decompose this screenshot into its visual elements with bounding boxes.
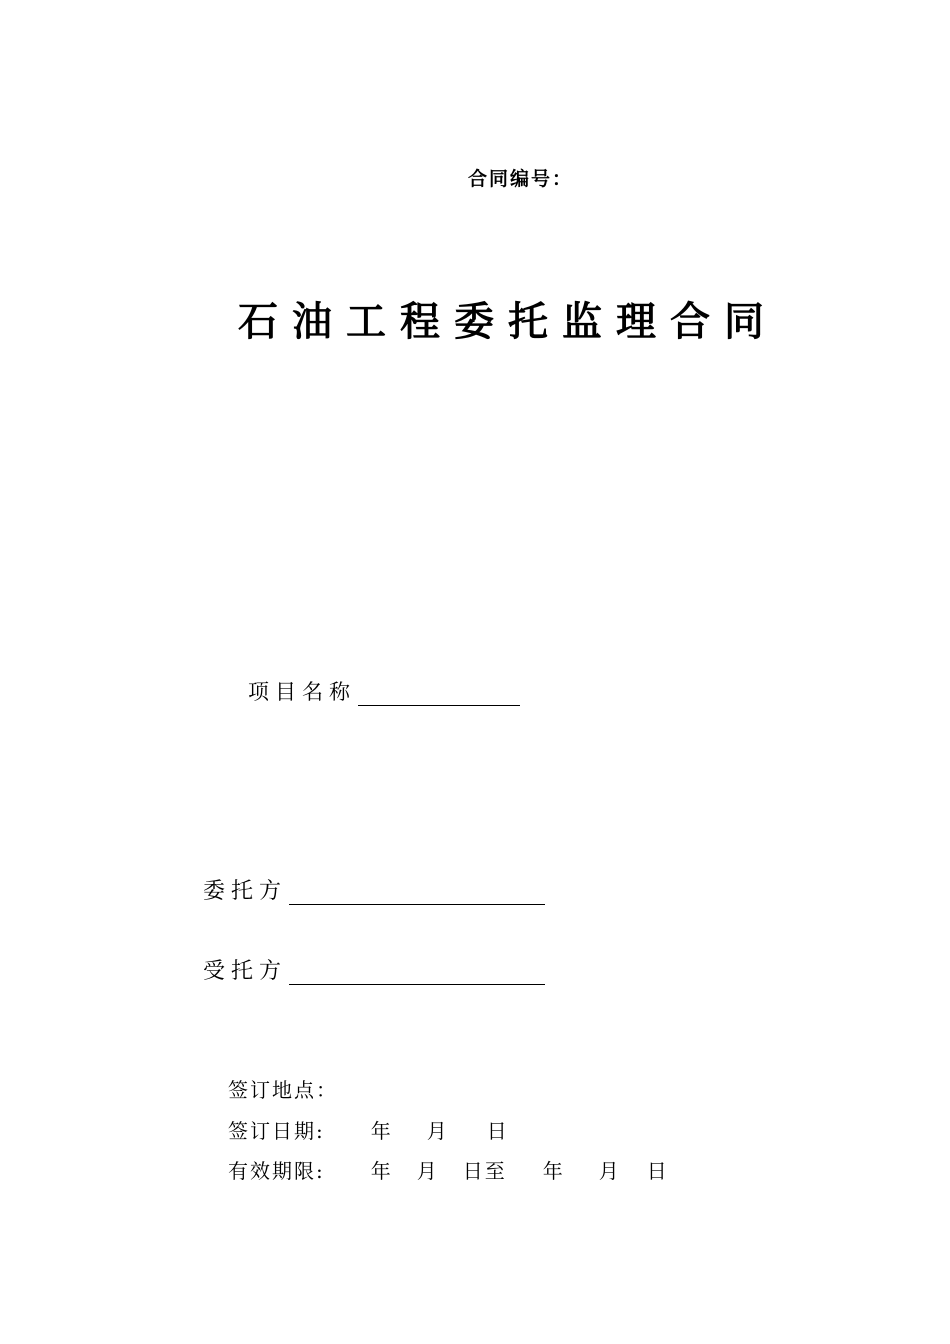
signing-date-month: 月 bbox=[426, 1119, 449, 1143]
contractor-blank bbox=[289, 964, 545, 985]
signing-place-row bbox=[228, 1074, 338, 1103]
signing-date-row bbox=[228, 1115, 509, 1144]
validity-to-month: 月 bbox=[598, 1159, 621, 1183]
validity-label: 有效期限: bbox=[228, 1159, 325, 1183]
project-name-blank bbox=[358, 685, 520, 706]
client-blank bbox=[289, 884, 545, 905]
validity-to-day: 日 bbox=[646, 1159, 669, 1183]
validity-to-year: 年 bbox=[542, 1159, 565, 1183]
contract-number-label: 合同编号： bbox=[468, 168, 574, 190]
contractor-row bbox=[203, 954, 545, 985]
contractor-label: 受托方 bbox=[203, 959, 288, 984]
signing-date-day: 日 bbox=[486, 1119, 509, 1143]
project-name-label: 项目名称 bbox=[248, 680, 356, 704]
signing-date-year: 年 bbox=[370, 1119, 393, 1143]
validity-from-day-to: 日至 bbox=[462, 1159, 507, 1183]
signing-date-label: 签订日期: bbox=[228, 1119, 325, 1143]
validity-from-month: 月 bbox=[416, 1159, 439, 1183]
signing-place-label: 签订地点： bbox=[228, 1078, 338, 1102]
client-row bbox=[203, 874, 545, 905]
validity-from-year: 年 bbox=[370, 1159, 393, 1183]
project-name-row bbox=[248, 676, 520, 706]
document-title: 石油工程委托监理合同 bbox=[238, 298, 778, 345]
client-label: 委托方 bbox=[203, 879, 288, 904]
validity-row bbox=[228, 1155, 669, 1184]
